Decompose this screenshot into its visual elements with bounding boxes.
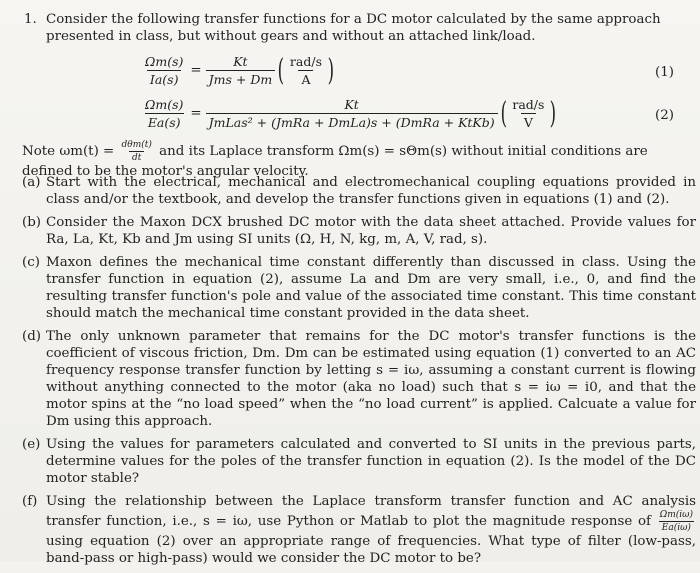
eq1-unit-num: rad/s bbox=[289, 54, 322, 69]
eq2-rhs bbox=[206, 97, 498, 130]
eq2-rhs-num: Kt bbox=[344, 97, 359, 112]
part-a bbox=[22, 174, 696, 208]
note-frac-den: dt bbox=[129, 151, 144, 163]
part-f bbox=[22, 493, 696, 567]
eq2-unit-den: V bbox=[521, 113, 536, 130]
eq1-rhs-num: Kt bbox=[233, 54, 248, 69]
part-d-label: (d) bbox=[22, 329, 42, 344]
eq2-number: (2) bbox=[655, 108, 674, 123]
eq2-unit bbox=[509, 97, 547, 130]
part-f-fraction bbox=[657, 510, 696, 533]
eq1-rhs bbox=[206, 54, 276, 87]
problem-intro bbox=[24, 11, 682, 45]
eq1-lhs bbox=[142, 54, 186, 87]
part-f-frac-den: Ea(iω) bbox=[659, 521, 694, 533]
note-prefix: Note ωm(t) = bbox=[22, 144, 115, 159]
eq2-lhs-den: Ea(s) bbox=[145, 113, 184, 130]
eq1-unit-den: A bbox=[298, 70, 313, 87]
problem-1: 1. Consider the following transfer functions for a DC motor calculated by the same approach presented in class, but without gears and without an attached link/load. $\frac{\Omega m(s)}{Ia(s)}$ = $\frac{Kt}{\text{Jms + Dm}}$ ( $\frac{\text{rad/s}}{A}$ ) (1) $\frac{\Omega m(s)}{Ea(s)}$ = $\frac{Kt}{\text{JmLas² + (JmRa + DmLa)s + (DmRa + KtKb)}}$ ( $\frac{\text{rad/s}}{V}$ ) (2) bbox=[24, 11, 682, 45]
part-e-text: Using the values for parameters calculated and converted to SI units in the previous parts, determine values for the poles of the transfer function in equation (2). Is the model of the DC motor stable? bbox=[46, 437, 696, 486]
part-e bbox=[22, 436, 696, 487]
part-f-text-before: Using the relationship between the Laplace transform transfer function and AC analysis transfer function, i.e., s = iω, use Python or Matlab to plot the magnitude response of bbox=[46, 494, 696, 529]
part-a-label: (a) bbox=[22, 175, 41, 190]
part-c bbox=[22, 254, 696, 322]
eq1-unit bbox=[287, 54, 325, 87]
part-f-text bbox=[46, 493, 696, 567]
problem-number: 1. bbox=[24, 12, 37, 27]
part-b bbox=[22, 214, 696, 248]
eq1-rhs-den: Jms + Dm bbox=[206, 70, 276, 87]
eq1-number: (1) bbox=[655, 65, 674, 80]
part-e-label: (e) bbox=[22, 437, 41, 452]
eq2-rhs-den: JmLas² + (JmRa + DmLa)s + (DmRa + KtKb) bbox=[206, 113, 498, 130]
eq1-lhs-num: Ωm(s) bbox=[145, 54, 184, 69]
part-b-label: (b) bbox=[22, 215, 42, 230]
eq2-lhs-num: Ωm(s) bbox=[145, 97, 184, 112]
note-derivative bbox=[119, 140, 155, 163]
eq2-unit-num: rad/s bbox=[512, 97, 545, 112]
part-c-text: Maxon defines the mechanical time constant differently than discussed in class. Using the transfer function in equation (2), assume La and Dm are very small, i.e., 0, and find the resulting transfer function's pole and value of the associated time constant. This time constant should match the mechanical time constant provided in the data sheet. bbox=[46, 255, 696, 321]
problem-intro-text: Consider the following transfer functions for a DC motor calculated by the same approach presented in class, but without gears and without an attached link/load. bbox=[46, 12, 661, 44]
eq1-lhs-den: Ia(s) bbox=[147, 70, 182, 87]
part-f-frac-num: Ωm(iω) bbox=[659, 510, 693, 520]
problem-parts bbox=[22, 174, 696, 573]
note-suffix: and its Laplace transform Ωm(s) = sΘm(s) without initial conditions are defined to be the motor's angular velocity. bbox=[22, 144, 648, 179]
part-f-text-after: using equation (2) over an appropriate range of frequencies. What type of filter (low-pass, band-pass or high-pass) would we consider the DC motor to be? bbox=[46, 534, 696, 566]
note-frac-num: dθm(t) bbox=[121, 140, 152, 150]
part-c-label: (c) bbox=[22, 255, 40, 270]
part-b-text: Consider the Maxon DCX brushed DC motor with the data sheet attached. Provide values for Ra, La, Kt, Kb and Jm using SI units (Ω, H, N, kg, m, A, V, rad, s). bbox=[46, 215, 696, 247]
part-f-label: (f) bbox=[22, 494, 38, 509]
part-d bbox=[22, 328, 696, 430]
part-a-text: Start with the electrical, mechanical and electromechanical coupling equations provided in class and/or the textbook, and develop the transfer functions given in equations (1) and (2). bbox=[46, 175, 696, 207]
eq2-lhs bbox=[142, 97, 186, 130]
part-d-text: The only unknown parameter that remains for the DC motor's transfer functions is the coefficient of viscous friction, Dm. Dm can be estimated using equation (1) converted to an AC frequency response transfer function by letting s = iω, assuming a constant current is flowing without anything connected to the motor (aka no load) such that s = iω = i0, and that the motor spins at the “no load speed” when the “no load current” is applied. Calcuate a value for Dm using this approach. bbox=[46, 329, 696, 429]
